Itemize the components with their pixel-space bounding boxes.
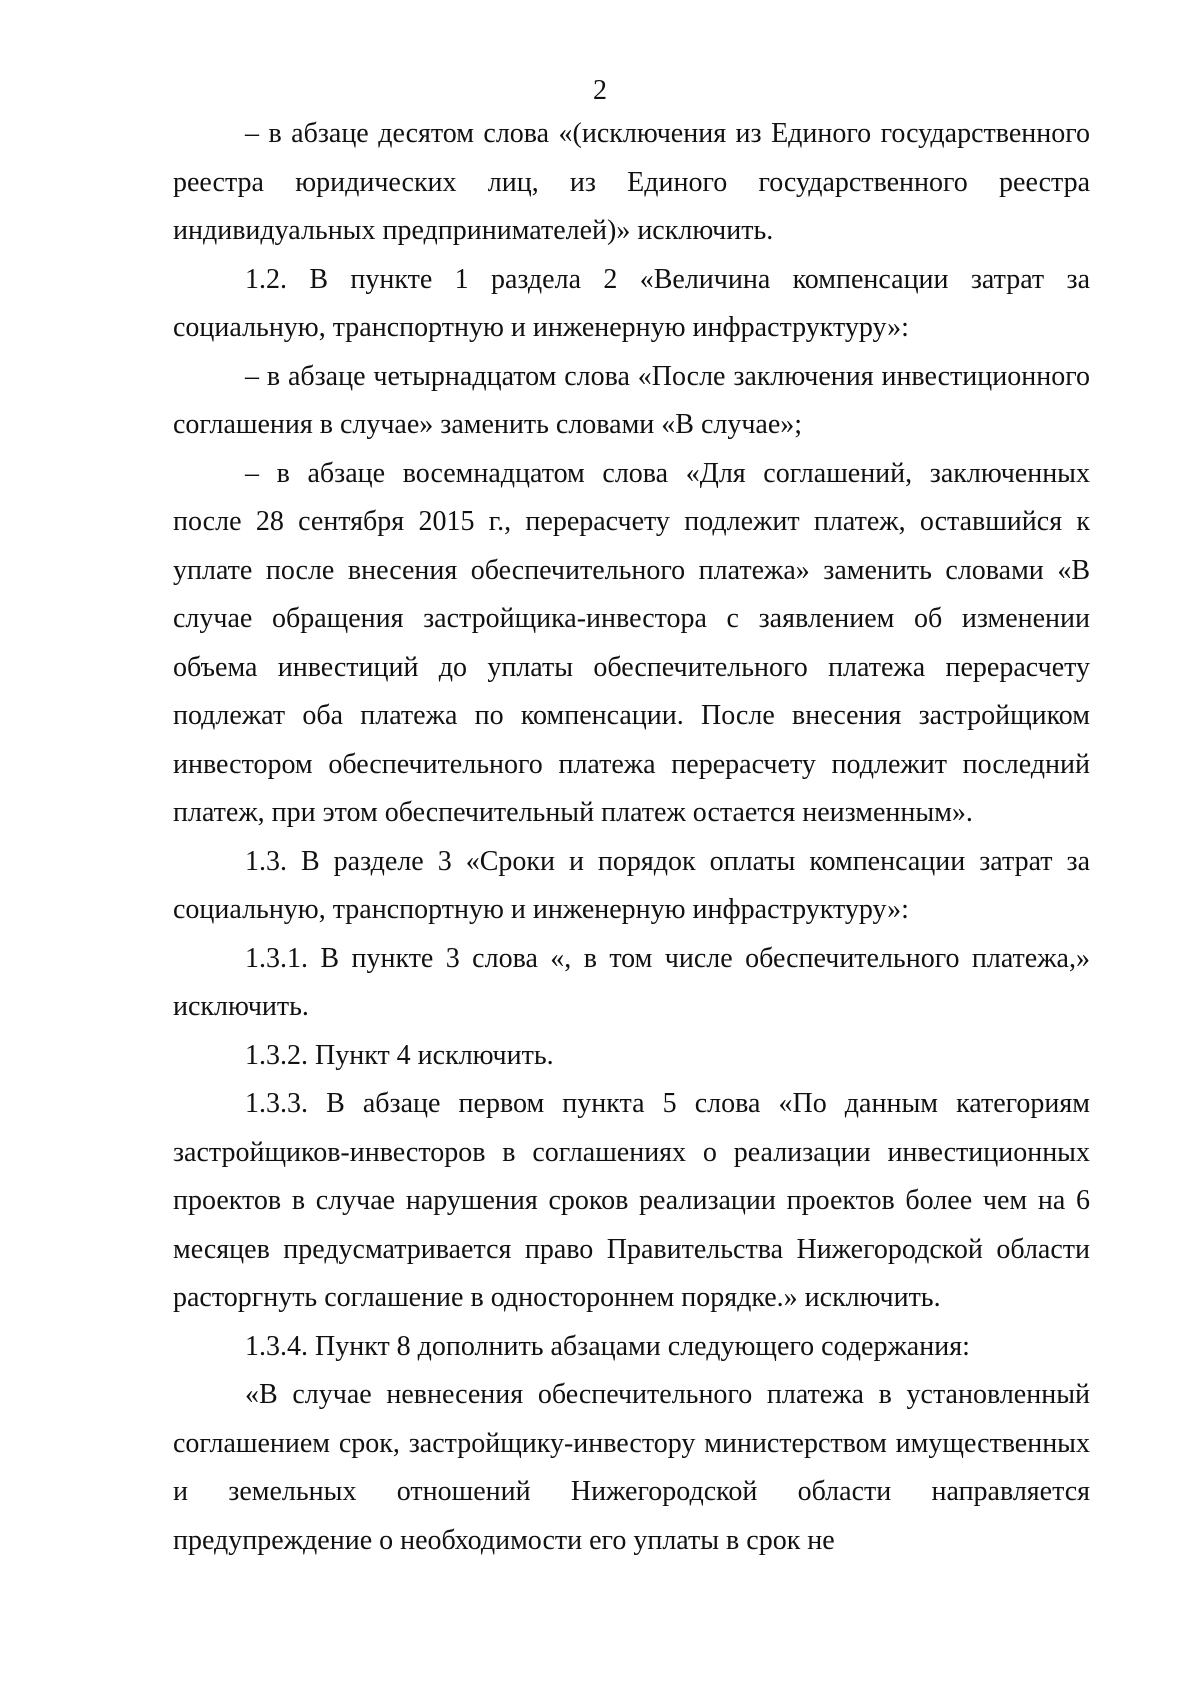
paragraph-1-3-4: 1.3.4. Пункт 8 дополнить абзацами следующего содержания:	[245, 1330, 970, 1362]
paragraph-abzac-10: – в абзаце десятом слова «(исключения из Единого государственного реестра юридических лиц, из Единого государственного реестра индивидуальных предпринимателей)» исключить.	[173, 118, 1090, 246]
paragraph-1-3-3: 1.3.3. В абзаце первом пункта 5 слова «По данным категориям застройщиков-инвесторов в соглашениях о реализации инвестиционных проектов в случае нарушения сроков реализации проектов более чем на 6 месяцев предусматривается право Правительства Нижегородской области расторгнуть соглашение в одностороннем порядке.» исключить.	[173, 1088, 1090, 1313]
paragraph-quote-start: «В случае невнесения обеспечительного платежа в установленный соглашением срок, застройщику-инвестору министерством имущественных и земельных отношений Нижегородской области направляется предупреждение о необходимости его уплаты в срок не	[173, 1379, 1090, 1556]
paragraph-1-3-2: 1.3.2. Пункт 4 исключить.	[245, 1039, 554, 1071]
paragraph-1-3-1: 1.3.1. В пункте 3 слова «, в том числе обеспечительного платежа,» исключить.	[173, 942, 1090, 1022]
paragraph-abzac-18: – в абзаце восемнадцатом слова «Для соглашений, заключенных после 28 сентября 2015 г., перерасчету подлежит платеж, оставшийся к уплате после внесения обеспечительного платежа» заменить словами «В случае обращения застройщика-инвестора с заявлением об изменении объема инвестиций до уплаты обеспечительного платежа перерасчету подлежат оба платежа по компенсации. После внесения застройщиком инвестором обеспечительного платежа перерасчету подлежит последний платеж, при этом обеспечительный платеж остается неизменным».	[173, 457, 1090, 828]
paragraph-1-3: 1.3. В разделе 3 «Сроки и порядок оплаты компенсации затрат за социальную, транспортную и инженерную инфраструктуру»:	[173, 845, 1090, 925]
paragraph-abzac-14: – в абзаце четырнадцатом слова «После заключения инвестиционного соглашения в случае» заменить словами «В случае»;	[173, 360, 1090, 440]
paragraph-1-2: 1.2. В пункте 1 раздела 2 «Величина компенсации затрат за социальную, транспортную и инженерную инфраструктуру»:	[173, 263, 1090, 343]
document-body	[173, 110, 1090, 1565]
page-number: 2	[593, 75, 607, 106]
